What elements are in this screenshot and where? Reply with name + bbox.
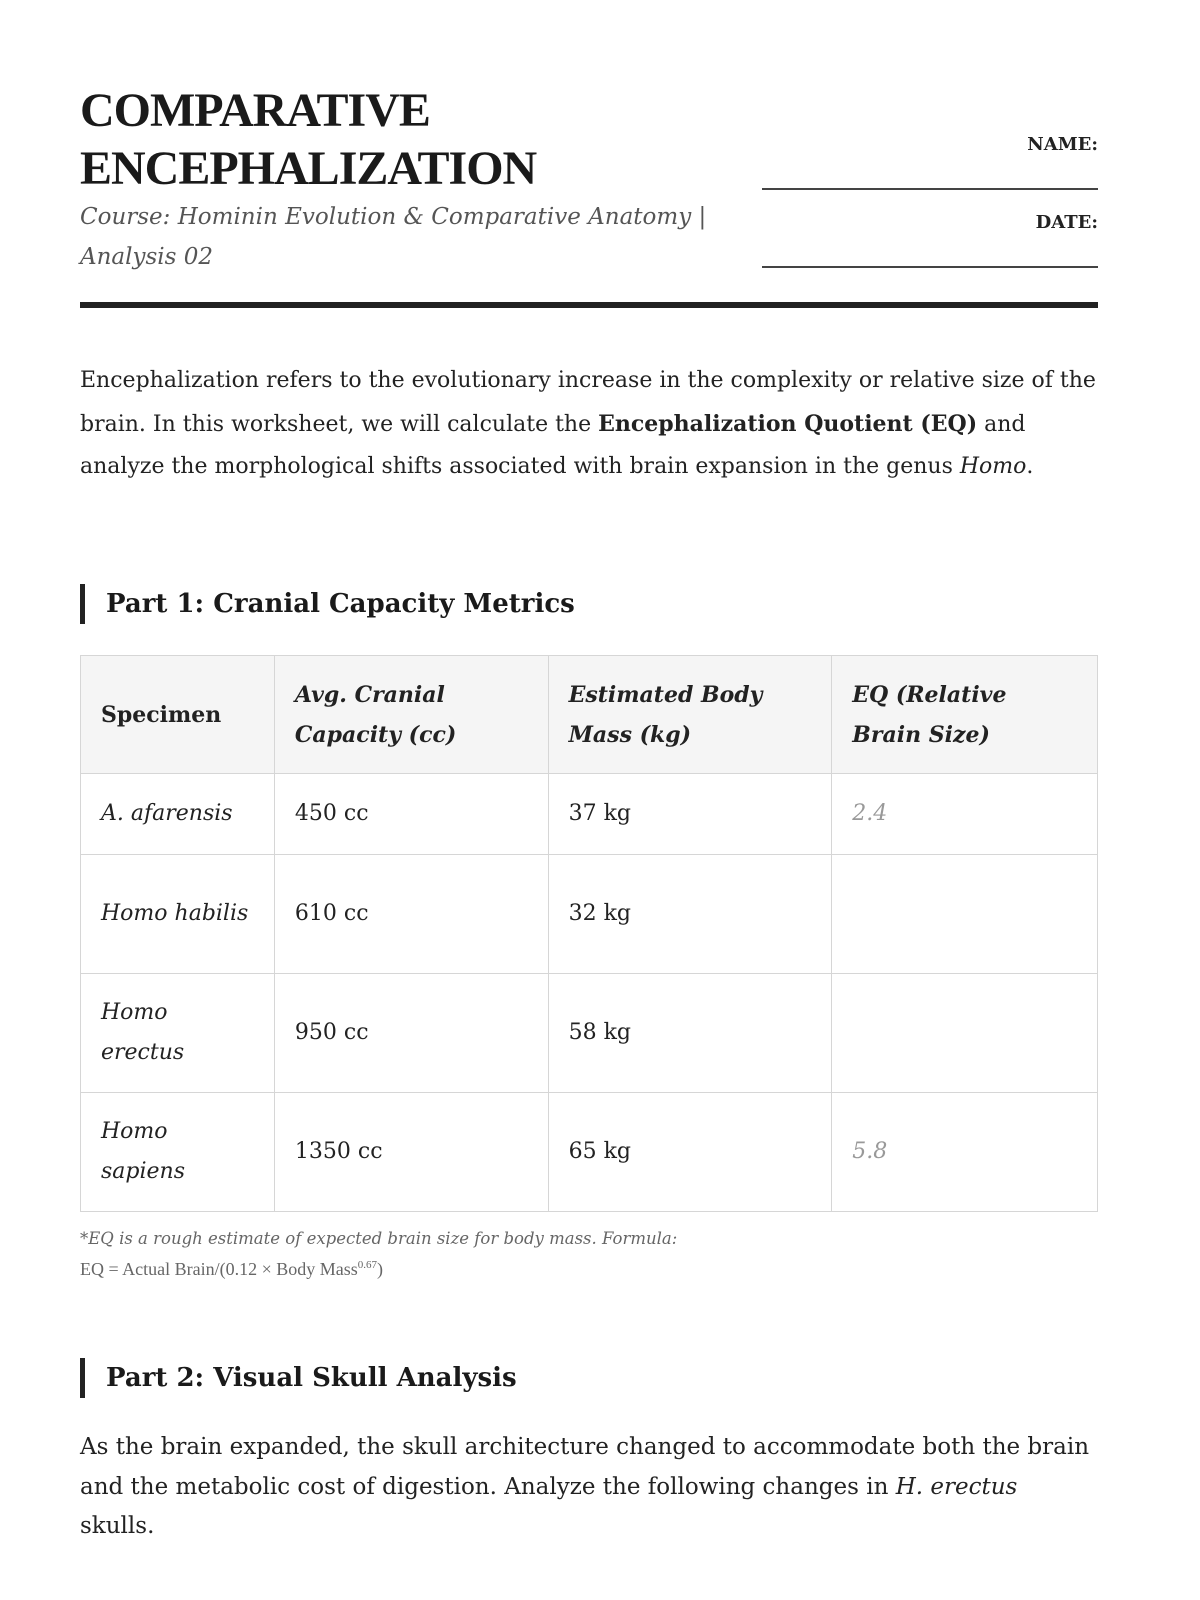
eq-cell[interactable] xyxy=(832,855,1098,974)
page-title xyxy=(80,82,680,198)
eq-cell[interactable]: 5.8 xyxy=(832,1093,1098,1212)
mass-cell: 37 kg xyxy=(548,774,832,855)
intro-text: and analyze the morphological shifts associated with brain expansion in the genus xyxy=(80,411,1026,479)
title-line-1: COMPARATIVE xyxy=(80,84,430,137)
intro-text: . xyxy=(1026,454,1034,479)
specimen-cell: Homo habilis xyxy=(81,855,275,974)
eq-cell[interactable] xyxy=(832,974,1098,1093)
name-label: NAME: xyxy=(1027,134,1098,155)
table-header-row xyxy=(81,656,1098,774)
name-line[interactable] xyxy=(762,188,1098,190)
part2-paragraph xyxy=(80,1428,1098,1547)
date-field[interactable] xyxy=(762,208,1098,286)
intro-text: Encephalization refers to the evolutionary increase in the complexity or relative size of the brain. In this worksheet, we will calculate the xyxy=(80,368,1096,437)
mass-cell: 58 kg xyxy=(548,974,832,1093)
intro-italic: Homo xyxy=(959,454,1027,479)
part2-italic: H. erectus xyxy=(895,1473,1018,1500)
capacity-cell: 450 cc xyxy=(274,774,548,855)
part2-heading: Part 2: Visual Skull Analysis xyxy=(80,1358,517,1398)
capacity-cell: 1350 cc xyxy=(274,1093,548,1212)
column-header: Estimated Body Mass (kg) xyxy=(548,656,832,774)
formula-text: ) xyxy=(377,1259,384,1279)
intro-paragraph xyxy=(80,360,1098,489)
capacity-cell: 950 cc xyxy=(274,974,548,1093)
eq-formula xyxy=(80,1252,677,1282)
part2-text: As the brain expanded, the skull architecture changed to accommodate both the brain and the metabolic cost of digestion. Analyze the following changes in xyxy=(80,1434,1090,1500)
specimen-cell: Homo erectus xyxy=(81,974,275,1093)
formula-text: EQ = Actual Brain/(0.12 × Body Mass xyxy=(80,1259,358,1279)
table-row xyxy=(81,774,1098,855)
worksheet-header xyxy=(80,0,1098,308)
column-header: Specimen xyxy=(81,656,275,774)
name-field[interactable] xyxy=(762,130,1098,208)
part2-text: skulls. xyxy=(80,1513,155,1539)
footnote-text: *EQ is a rough estimate of expected brain size for body mass. Formula: xyxy=(80,1229,678,1248)
student-fields xyxy=(762,130,1098,286)
intro-bold: Encephalization Quotient (EQ) xyxy=(598,410,978,437)
specimen-cell: Homo sapiens xyxy=(81,1093,275,1212)
mass-cell: 65 kg xyxy=(548,1093,832,1212)
table-row xyxy=(81,855,1098,974)
capacity-cell: 610 cc xyxy=(274,855,548,974)
table-row xyxy=(81,1093,1098,1212)
title-line-2: ENCEPHALIZATION xyxy=(80,142,537,195)
part1-heading: Part 1: Cranial Capacity Metrics xyxy=(80,584,575,624)
column-header: EQ (Relative Brain Size) xyxy=(832,656,1098,774)
cranial-capacity-table xyxy=(80,655,1098,1212)
table-row xyxy=(81,974,1098,1093)
worksheet-page xyxy=(80,0,1098,1539)
specimen-cell: A. afarensis xyxy=(81,774,275,855)
column-header: Avg. Cranial Capacity (cc) xyxy=(274,656,548,774)
eq-cell[interactable]: 2.4 xyxy=(832,774,1098,855)
date-label: DATE: xyxy=(1035,212,1098,233)
course-subtitle: Course: Hominin Evolution & Comparative Anatomy | Analysis 02 xyxy=(80,204,707,270)
mass-cell: 32 kg xyxy=(548,855,832,974)
eq-footnote xyxy=(80,1226,677,1282)
date-line[interactable] xyxy=(762,266,1098,268)
formula-exponent: 0.67 xyxy=(357,1259,378,1271)
